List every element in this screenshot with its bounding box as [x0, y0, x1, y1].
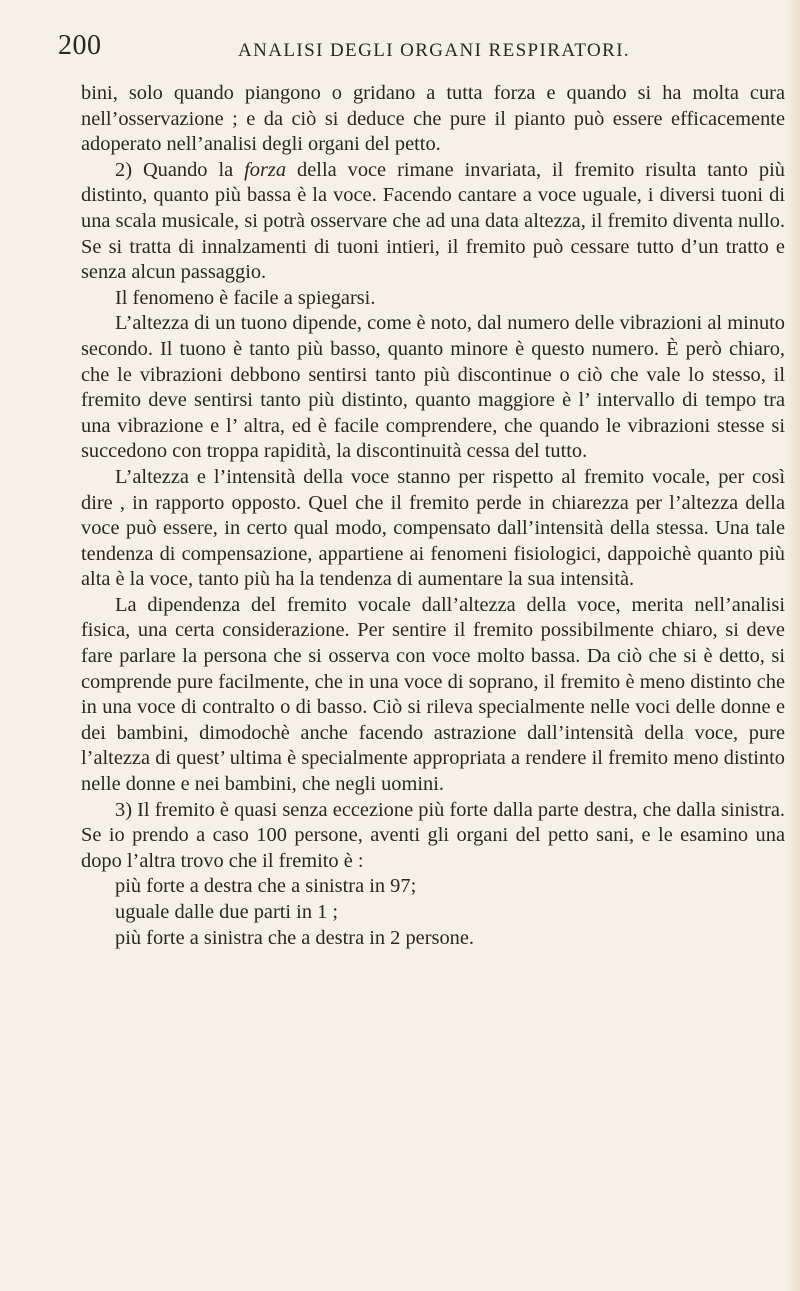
paragraph-right-side: 3) Il fremito è quasi senza eccezione più forte dalla parte destra, che dalla sinistra. Se io prendo a caso 100 persone, aventi gli organi del petto sani, e le esamino una dopo l’altra trovo che il fremito è :: [81, 798, 785, 872]
paragraph-height-intensity: L’altezza e l’intensità della voce stanno per rispetto al fremito vocale, per così dire , in rapporto opposto. Quel che il fremito perde in chiarezza per l’altezza della voce può essere, in certo qual modo, compensato dall’intensità della stessa. Una tale tendenza di compensazione, appartiene ai fenomeni fisiologici, dappoichè quanto più alta è la voce, tanto più ha la tendenza di aumentare la sua intensità.: [81, 465, 785, 591]
paragraph-dependence: La dipendenza del fremito vocale dall’altezza della voce, merita nell’analisi fisica, una certa considerazione. Per sentire il fremito possibilmente chiaro, si deve fare parlare la persona che si osserva con voce molto bassa. Da ciò che si è detto, si comprende pure facilmente, che in una voce di soprano, il fremito è meno distinto che in una voce di contralto o di basso. Ciò si rileva specialmente nelle voci delle donne e dei bambini, dimodochè anche facendo astrazione dall’intensità della voce, pure l’altezza di quest’ ultima è specialmente appropriata a rendere il fremito meno distinto nelle donne e nei bambini, che negli uomini.: [81, 593, 785, 796]
body-text: [81, 81, 785, 951]
page-edge-shadow: [786, 0, 800, 1291]
emphasis-forza: forza: [244, 158, 287, 181]
running-title: ANALISI DEGLI ORGANI RESPIRATORI.: [238, 40, 631, 61]
page-header: [58, 30, 780, 70]
page-number: 200: [58, 30, 102, 61]
paragraph-continuation: bini, solo quando piangono o gridano a tutta forza e quando si ha molta cura nell’osservazione ; e da ciò si deduce che pure il pianto può essere efficacemente adoperato nell’analisi degli organi del petto.: [81, 82, 785, 156]
list-item: più forte a destra che a sinistra in 97;: [115, 875, 417, 898]
paragraph-tone-height: L’altezza di un tuono dipende, come è noto, dal numero delle vibrazioni al minuto secondo. Il tuono è tanto più basso, quanto minore è questo numero. È però chiaro, che le vibrazioni debbono sentirsi tanto più discontinue o ciò che vale lo stesso, il fremito deve sentirsi tanto più distinto, quanto maggiore è l’ intervallo di tempo tra una vibrazione e l’ altra, ed è facile comprendere, che quando le vibrazioni stesse si succedono con troppa rapidità, la discontinuità cessa del tutto.: [81, 312, 785, 463]
list-item: più forte a sinistra che a destra in 2 persone.: [115, 926, 474, 949]
list-item: uguale dalle due parti in 1 ;: [115, 901, 339, 923]
paragraph-phenomenon: Il fenomeno è facile a spiegarsi.: [115, 286, 376, 309]
paragraph-voice-force: 2) Quando la forza della voce rimane invariata, il fremito risulta tanto più distinto, quanto più bassa è la voce. Facendo cantare a voce uguale, i diversi tuoni di una scala musicale, si potrà osservare che ad una data altezza, il fremito diventa nullo. Se si tratta di innalzamenti di tuoni intieri, il fremito può cessare tutto d’un tratto e senza alcun passaggio.: [81, 158, 785, 284]
